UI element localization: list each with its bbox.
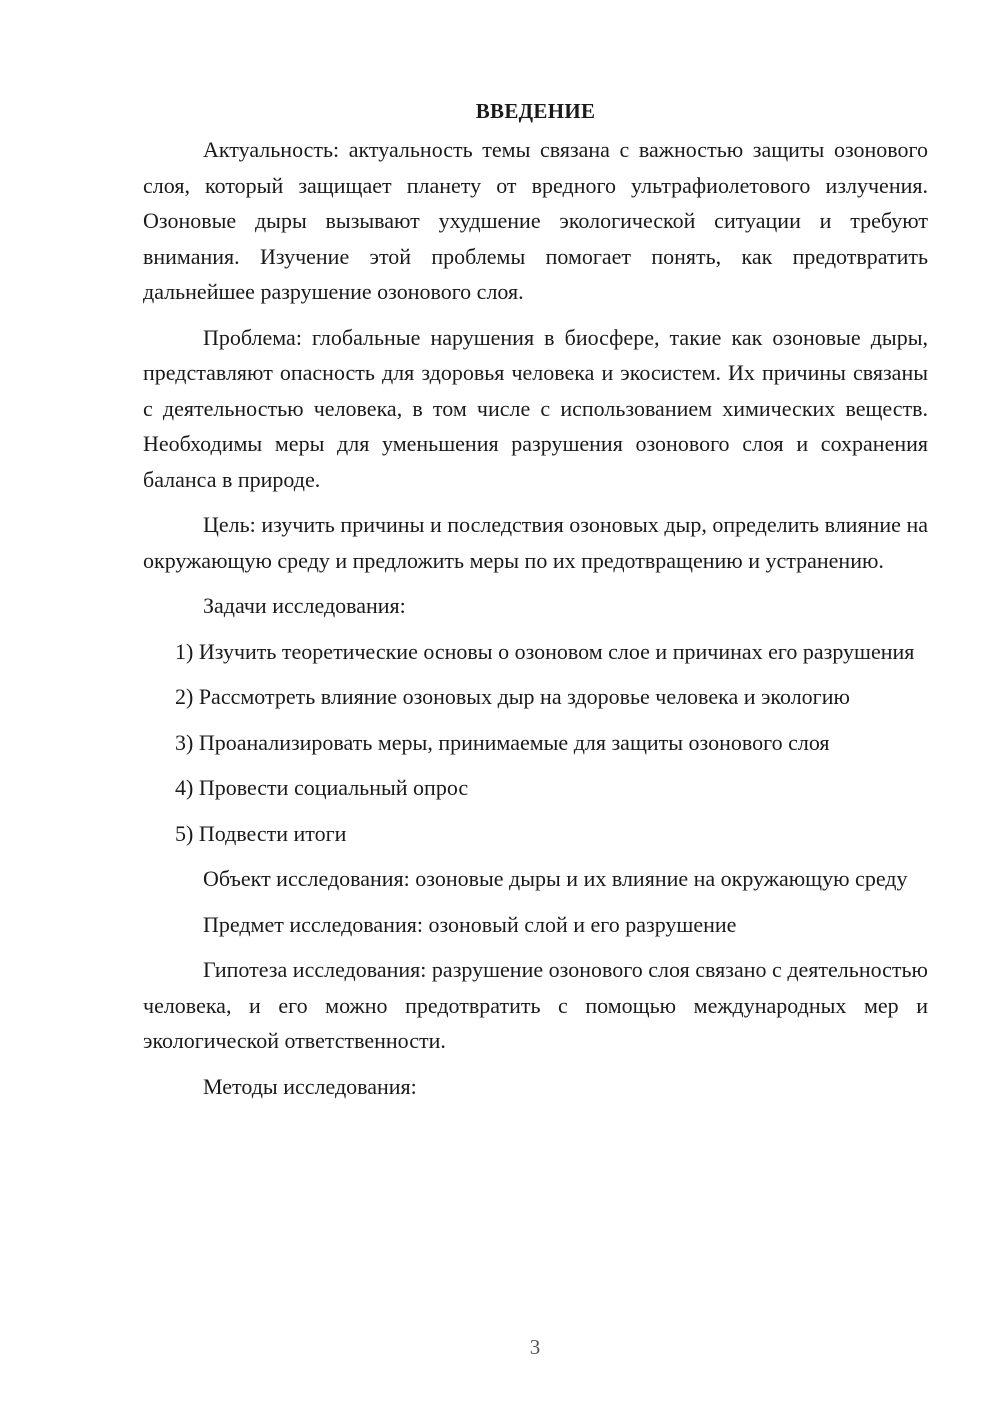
paragraph-problem: Проблема: глобальные нарушения в биосфере, такие как озоновые дыры, представляют опасность для здоровья человека и экосистем. Их причины связаны с деятельностью человека, в том числе с использованием химических веществ. Необходимы меры для уменьшения разрушения озонового слоя и сохранения баланса в природе. (143, 324, 928, 492)
paragraph-tasks-heading: Задачи исследования: (203, 593, 406, 618)
paragraph-methods-heading: Методы исследования: (203, 1073, 417, 1099)
paragraph-subject: Предмет исследования: озоновый слой и его разрушение (203, 911, 737, 937)
task-item-4: 4) Провести социальный опрос (175, 775, 469, 800)
document-body (143, 96, 928, 1114)
task-item-2: 2) Рассмотреть влияние озоновых дыр на здоровье человека и экологию (175, 684, 850, 709)
task-item-5: 5) Подвести итоги (175, 820, 347, 846)
page-number: 3 (529, 1335, 541, 1359)
paragraph-hypothesis: Гипотеза исследования: разрушение озонового слоя связано с деятельностью человека, и его можно предотвратить с помощью международных мер и экологической ответственности. (143, 957, 928, 1053)
section-title: ВВЕДЕНИЕ (475, 99, 596, 123)
paragraph-relevance: Актуальность: актуальность темы связана с важностью защиты озонового слоя, который защищает планету от вредного ультрафиолетового излучения. Озоновые дыры вызывают ухудшение экологической ситуации и требуют внимания. Изучение этой проблемы помогает понять, как предотвратить дальнейшее разрушение озонового слоя. (143, 137, 928, 304)
paragraph-object: Объект исследования: озоновые дыры и их влияние на окружающую среду (203, 866, 908, 891)
paragraph-goal: Цель: изучить причины и последствия озоновых дыр, определить влияние на окружающую среду и предложить меры по их предотвращению и устранению. (143, 512, 928, 573)
task-item-3: 3) Проанализировать меры, принимаемые для защиты озонового слоя (175, 729, 830, 755)
task-item-1: 1) Изучить теоретические основы о озоновом слое и причинах его разрушения (175, 638, 915, 664)
